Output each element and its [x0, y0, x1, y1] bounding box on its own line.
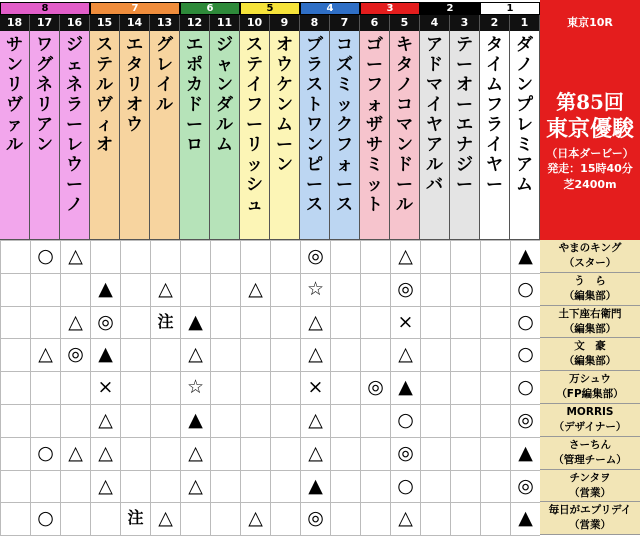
predictor-role: （管理チーム） [553, 453, 627, 466]
prediction-mark: ◎ [307, 245, 324, 267]
prediction-mark: △ [98, 441, 113, 464]
prediction-mark: ○ [397, 409, 414, 431]
horse-name: サンリヴァル [6, 35, 23, 155]
horse-name-cell [210, 31, 240, 240]
predictor-name: MORRIS [566, 406, 614, 418]
predictor-name: 文 豪 [574, 340, 606, 353]
horse-name-cell [480, 31, 510, 240]
horse-number: 1 [510, 15, 540, 31]
prediction-mark: △ [188, 441, 203, 464]
horse-name: エポカドーロ [186, 35, 203, 155]
horse-name-cell [30, 31, 60, 240]
predictor-role: （FP編集部） [556, 388, 624, 401]
horse-name: ワグネリアン [36, 35, 53, 155]
predictor-label [540, 371, 640, 404]
grid-col-line [0, 240, 1, 535]
prediction-mark: ▲ [188, 409, 203, 431]
grid-col-line [420, 240, 421, 535]
prediction-mark: ☆ [306, 277, 325, 300]
horse-name: テーオーエナジー [456, 35, 473, 195]
horse-name-cell [270, 31, 300, 240]
horse-number: 12 [180, 15, 210, 31]
horse-name: ステルヴィオ [96, 35, 113, 155]
race-info-panel [540, 0, 640, 240]
bracket-label: 2 [420, 2, 480, 15]
prediction-mark: 注 [127, 508, 144, 528]
prediction-mark: ◎ [307, 507, 324, 530]
prediction-mark: 注 [157, 311, 174, 331]
horse-number: 9 [270, 15, 300, 31]
horse-number: 14 [120, 15, 150, 31]
race-code: 東京10R [567, 16, 613, 29]
race-subtitle: （日本ダービー） [546, 147, 634, 160]
horse-number: 8 [300, 15, 330, 31]
horse-name-cell [450, 31, 480, 240]
grid-col-line [450, 240, 451, 535]
horse-name-cell [240, 31, 270, 240]
race-start-time: 発走：15時40分 [547, 162, 633, 175]
predictor-label [540, 273, 640, 306]
prediction-mark: △ [188, 474, 203, 497]
predictor-label [540, 470, 640, 503]
prediction-mark: ○ [517, 277, 534, 300]
prediction-mark: △ [158, 507, 173, 530]
predictor-label [540, 240, 640, 273]
prediction-mark: △ [68, 441, 83, 464]
horse-name-cell [120, 31, 150, 240]
predictor-role: （営業） [569, 486, 611, 499]
prediction-mark: △ [248, 507, 263, 530]
prediction-mark: △ [308, 441, 323, 464]
grid-col-line [480, 240, 481, 535]
horse-name-cell [330, 31, 360, 240]
prediction-mark: ▲ [518, 245, 533, 267]
prediction-mark: ○ [517, 343, 534, 366]
horse-number: 6 [360, 15, 390, 31]
prediction-mark: × [97, 376, 114, 399]
horse-number: 4 [420, 15, 450, 31]
horse-name: ジャンダルム [216, 35, 233, 155]
grid-col-line [270, 240, 271, 535]
prediction-mark: △ [398, 343, 413, 366]
predictor-label [540, 437, 640, 470]
grid-col-line [60, 240, 61, 535]
horse-name: タイムフライヤー [486, 35, 503, 195]
grid-col-line [330, 240, 331, 535]
predictor-name: 毎日がエプリデイ [548, 504, 632, 517]
grid-col-line [210, 240, 211, 535]
prediction-mark: ◎ [517, 409, 534, 431]
predictor-role: （スター） [563, 257, 617, 269]
bracket-label: 5 [240, 2, 300, 15]
prediction-mark: △ [398, 507, 413, 530]
prediction-mark: △ [98, 409, 113, 431]
predictor-name: 土下座右衛門 [558, 307, 622, 320]
prediction-mark: ○ [397, 474, 414, 497]
prediction-mark: ◎ [397, 441, 414, 464]
prediction-mark: ◎ [517, 474, 534, 497]
prediction-mark: ▲ [308, 474, 323, 497]
bracket-label: 4 [300, 2, 360, 15]
horse-name: エタリオウ [126, 35, 143, 135]
horse-number: 3 [450, 15, 480, 31]
horse-number: 11 [210, 15, 240, 31]
prediction-mark: △ [308, 310, 323, 333]
prediction-mark: ○ [37, 245, 54, 267]
horse-number: 2 [480, 15, 510, 31]
race-course: 芝2400m [563, 178, 617, 191]
prediction-mark: ▲ [188, 310, 203, 333]
horse-number: 17 [30, 15, 60, 31]
bracket-label: 6 [180, 2, 240, 15]
prediction-mark: ▲ [518, 507, 533, 530]
horse-number: 18 [0, 15, 30, 31]
horse-name: ゴーフォザサミット [366, 35, 383, 215]
prediction-mark: ▲ [398, 376, 413, 399]
horse-name-cell [150, 31, 180, 240]
prediction-mark: ○ [37, 507, 54, 530]
prediction-mark: × [307, 376, 324, 399]
prediction-mark: △ [38, 343, 53, 366]
horse-name-cell [420, 31, 450, 240]
predictor-role: （デザイナー） [553, 421, 627, 433]
race-edition: 第85回 [556, 90, 624, 114]
horse-name-cell [360, 31, 390, 240]
prediction-mark: ◎ [367, 376, 384, 399]
horse-name: ジェネラーレウーノ [66, 35, 83, 215]
grid-col-line [120, 240, 121, 535]
predictor-name: やまのキング [558, 242, 622, 254]
bracket-label: 8 [0, 2, 90, 15]
predictor-label [540, 306, 640, 339]
bracket-label: 3 [360, 2, 420, 15]
prediction-mark: × [397, 310, 414, 333]
horse-name-cell [510, 31, 540, 240]
bracket-label: 7 [90, 2, 180, 15]
prediction-mark: △ [98, 474, 113, 497]
prediction-mark: △ [248, 277, 263, 300]
prediction-mark: △ [68, 310, 83, 333]
grid-col-line [30, 240, 31, 535]
horse-name: アドマイヤアルバ [426, 35, 443, 195]
horse-name-cell [390, 31, 420, 240]
horse-name: ブラストワンピース [306, 35, 323, 215]
horse-name-cell [90, 31, 120, 240]
predictor-name: 万シュウ [569, 373, 611, 386]
horse-number: 13 [150, 15, 180, 31]
predictor-name: う ら [574, 274, 606, 287]
prediction-mark: ▲ [98, 277, 113, 300]
prediction-mark: ◎ [97, 310, 114, 333]
prediction-mark: △ [188, 343, 203, 366]
horse-number: 7 [330, 15, 360, 31]
predictor-role: （営業） [569, 519, 611, 532]
prediction-mark: △ [68, 245, 83, 267]
horse-name: コズミックフォース [336, 35, 353, 215]
predictor-role: （編集部） [563, 289, 617, 302]
prediction-mark: ☆ [186, 376, 205, 399]
horse-name-cell [180, 31, 210, 240]
horse-name: オウケンムーン [276, 35, 293, 175]
predictor-label [540, 338, 640, 371]
prediction-mark: △ [398, 245, 413, 267]
prediction-mark: △ [308, 343, 323, 366]
prediction-mark: ▲ [98, 343, 113, 366]
predictor-name: さーちん [569, 438, 611, 451]
prediction-mark: ◎ [397, 277, 414, 300]
prediction-mark: ○ [517, 310, 534, 333]
prediction-mark: ◎ [67, 343, 84, 366]
horse-name: ステイフーリッシュ [246, 35, 263, 215]
horse-number: 10 [240, 15, 270, 31]
horse-number: 5 [390, 15, 420, 31]
prediction-mark: ○ [37, 441, 54, 464]
predictor-label [540, 502, 640, 535]
race-title: 東京優駿 [545, 116, 634, 142]
predictor-label [540, 404, 640, 437]
prediction-mark: △ [308, 409, 323, 431]
prediction-mark: ▲ [518, 441, 533, 464]
horse-name-cell [300, 31, 330, 240]
prediction-mark: ○ [517, 376, 534, 399]
prediction-mark: △ [158, 277, 173, 300]
bracket-label: 1 [480, 2, 540, 15]
horse-name: キタノコマンドール [396, 35, 413, 215]
horse-number: 15 [90, 15, 120, 31]
horse-name-cell [60, 31, 90, 240]
predictor-role: （編集部） [563, 322, 617, 335]
horse-name-cell [0, 31, 30, 240]
predictor-role: （編集部） [563, 355, 617, 368]
horse-name: ダノンプレミアム [516, 35, 533, 195]
horse-number: 16 [60, 15, 90, 31]
horse-name: グレイル [156, 35, 173, 115]
predictor-name: チンタヲ [569, 471, 611, 484]
